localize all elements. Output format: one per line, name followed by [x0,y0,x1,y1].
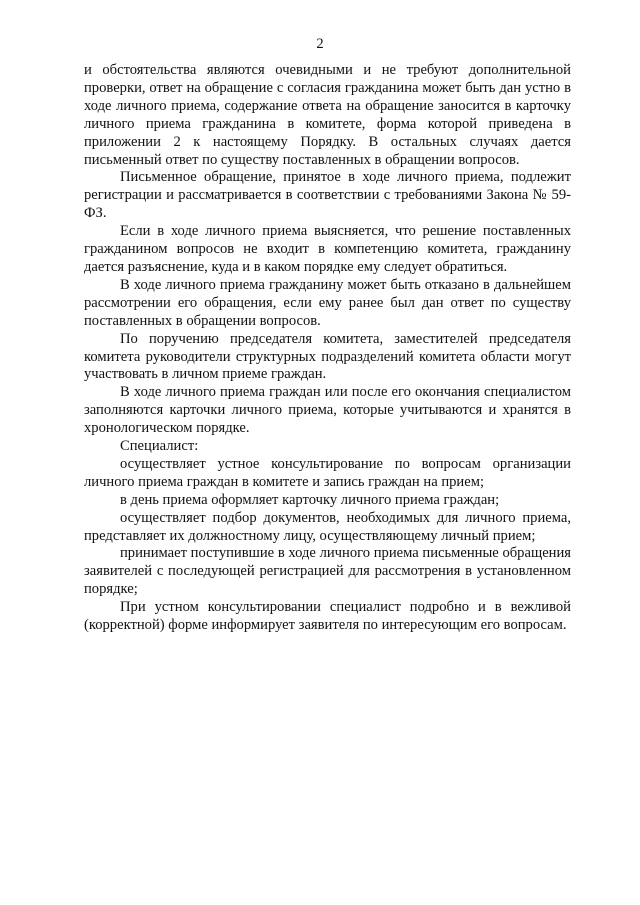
paragraph-continuation: и обстоятельства являются очевидными и не требуют дополнительной проверки, ответ на обращение с согласия гражданина может быть дан устно в ходе личного приема, содержание ответа на обращение заносится в карточку личного приема гражданина в комитете, форма которой приведена в приложении 2 к настоящему Порядку. В остальных случаях дается письменный ответ по существу поставленных в обращении вопросов. [84,62,571,168]
paragraph-outside-competence: Если в ходе личного приема выясняется, что решение поставленных гражданином вопросов не входит в компетенцию комитета, гражданину дается разъяснение, куда и в каком порядке ему следует обратиться. [84,223,571,275]
paragraph-specialist-heading: Специалист: [120,438,199,455]
paragraph-specialist-card: в день приема оформляет карточку личного приема граждан; [120,491,500,508]
paragraph-specialist-consulting: осуществляет устное консультирование по вопросам организации личного приема граждан в комитете и запись граждан на прием; [84,455,571,490]
document-body [84,62,571,635]
paragraph-refusal: В ходе личного приема гражданину может быть отказано в дальнейшем рассмотрении его обращения, если ему ранее был дан ответ по существу поставленных в обращении вопросов. [84,276,571,329]
paragraph-specialist-appeals: принимает поступившие в ходе личного приема письменные обращения заявителей с последующей регистрацией для рассмотрения в установленном порядке; [84,545,571,598]
paragraph-oral-consulting: При устном консультировании специалист подробно и в вежливой (корректной) форме информирует заявителя по интересующим его вопросам. [84,599,571,634]
paragraph-reception-cards: В ходе личного приема граждан или после его окончания специалистом заполняются карточки личного приема, которые учитываются и хранятся в хронологическом порядке. [84,384,571,437]
paragraph-unit-heads: По поручению председателя комитета, заместителей председателя комитета руководители структурных подразделений комитета области могут участвовать в личном приеме граждан. [84,330,571,383]
paragraph-specialist-documents: осуществляет подбор документов, необходимых для личного приема, представляет их должностному лицу, осуществляющему личный прием; [84,509,571,544]
page-number: 2 [316,36,324,52]
paragraph-written-appeal: Письменное обращение, принятое в ходе личного приема, подлежит регистрации и рассматривается в соответствии с требованиями Закона № 59-ФЗ. [84,169,571,222]
